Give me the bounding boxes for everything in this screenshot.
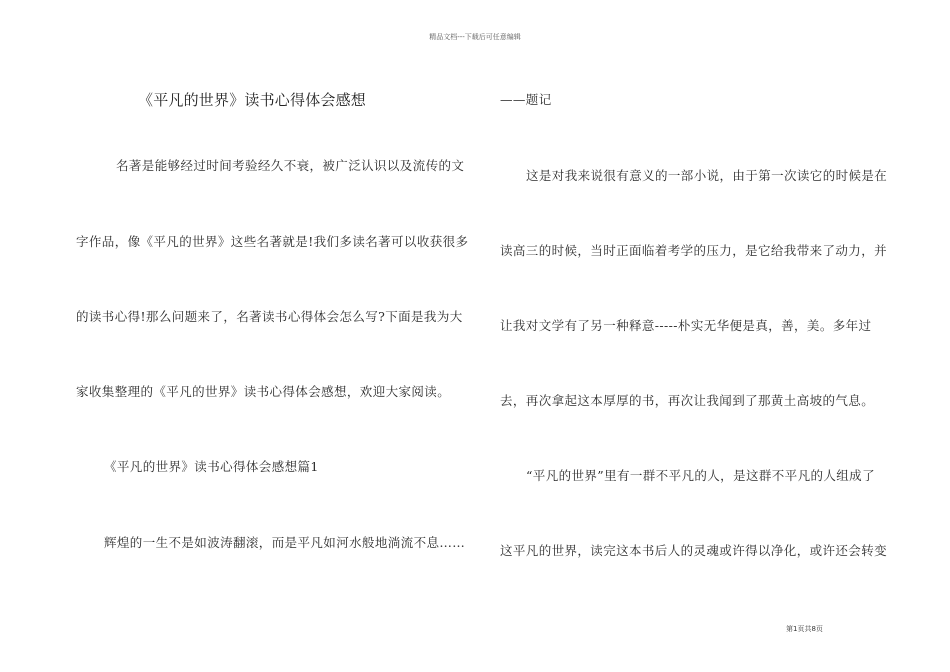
paragraph-line: 字作品，像《平凡的世界》这些名著就是!我们多读名著可以收获很多 [76, 234, 469, 249]
paragraph-line: 辉煌的一生不是如波涛翻滚，而是平凡如河水般地淌流不息…… [104, 535, 466, 550]
paragraph-line: 让我对文学有了另一种释意-----朴实无华便是真，善，美。多年过 [500, 318, 872, 333]
document-title: 《平凡的世界》读书心得体会感想 [138, 91, 367, 109]
paragraph-line: 读高三的时候，当时正面临着考学的压力，是它给我带来了动力，并 [500, 243, 888, 258]
paragraph-line: 的读书心得!那么问题来了，名著读书心得体会怎么写?下面是我为大 [76, 309, 463, 324]
paragraph-line: “平凡的世界”里有一群不平凡的人，是这群不平凡的人组成了 [526, 468, 875, 483]
header-note: 精品文档---下载后可任意编辑 [429, 33, 521, 41]
section-heading: 《平凡的世界》读书心得体会感想篇1 [104, 459, 319, 474]
page-number: 第1页共8页 [786, 625, 823, 633]
paragraph-line: 这是对我来说很有意义的一部小说，由于第一次读它的时候是在 [526, 168, 888, 183]
paragraph-line: 去，再次拿起这本厚厚的书，再次让我闻到了那黄土高坡的气息。 [500, 393, 875, 408]
paragraph-line: 家收集整理的《平凡的世界》读书心得体会感想，欢迎大家阅读。 [76, 384, 451, 399]
paragraph-line: 名著是能够经过时间考验经久不衰，被广泛认识以及流传的文 [116, 158, 465, 173]
epigraph-attribution: ——题记 [500, 92, 552, 107]
paragraph-line: 这平凡的世界，读完这本书后人的灵魂或许得以净化，或许还会转变 [500, 543, 888, 558]
